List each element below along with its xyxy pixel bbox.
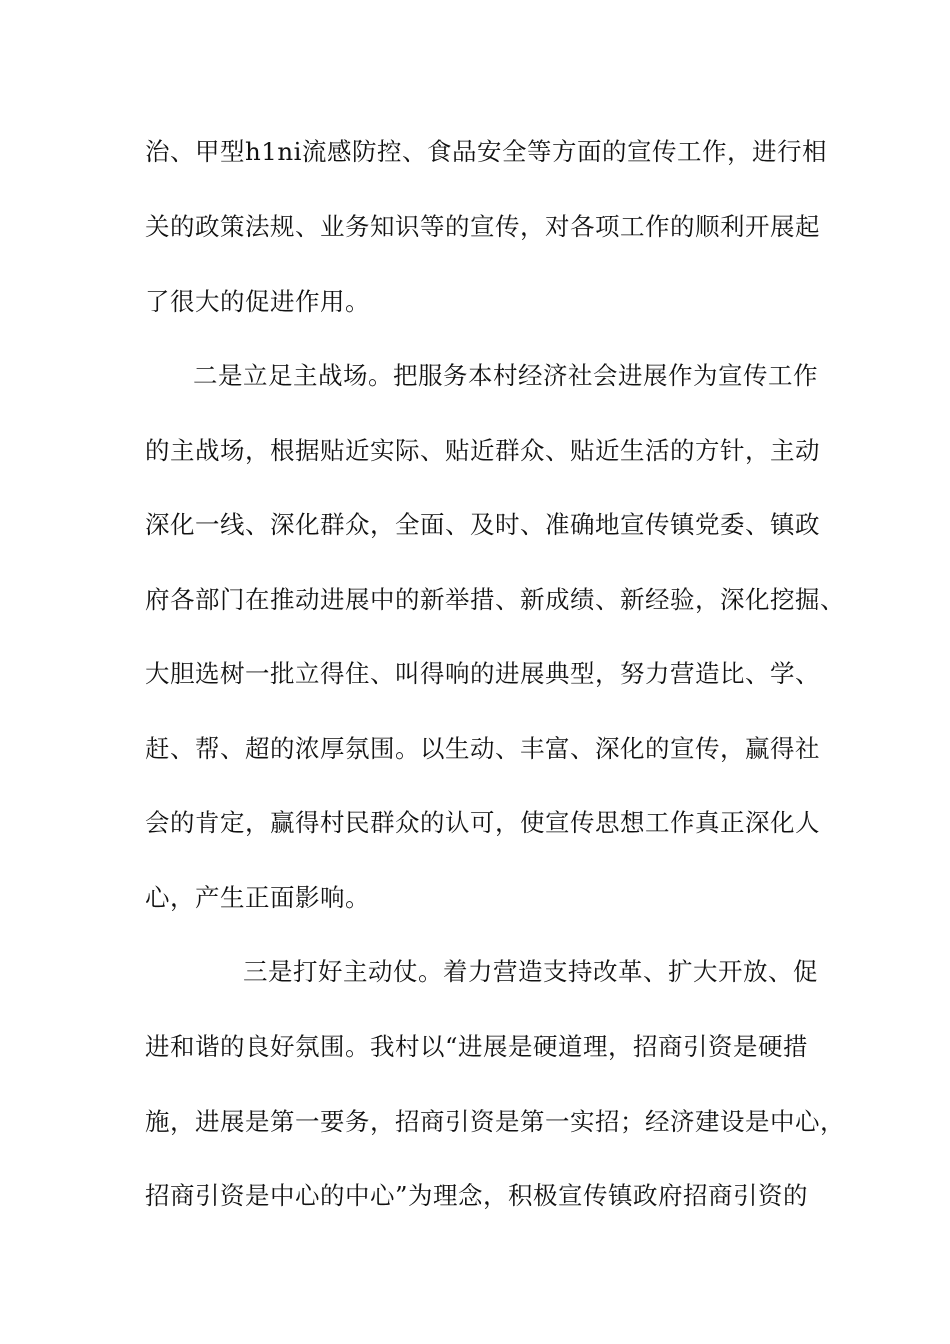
text-line: 治、甲型h1ni流感防控、食品安全等方面的宣传工作，进行相 xyxy=(145,137,827,166)
text-line: 施，进展是第一要务，招商引资是第一实招；经济建设是中心， xyxy=(145,1107,845,1136)
text-line: 府各部门在推动进展中的新举措、新成绩、新经验，深化挖掘、 xyxy=(145,585,845,614)
text-line: 深化一线、深化群众，全面、及时、准确地宣传镇党委、镇政 xyxy=(145,510,820,539)
text-line: 进和谐的良好氛围。我村以“进展是硬道理，招商引资是硬措 xyxy=(145,1032,809,1061)
text-line: 招商引资是中心的中心”为理念，积极宣传镇政府招商引资的 xyxy=(145,1181,809,1210)
text-line: 关的政策法规、业务知识等的宣传，对各项工作的顺利开展起 xyxy=(145,212,820,241)
text-line: 了很大的促进作用。 xyxy=(145,287,370,316)
text-line: 三是打好主动仗。着力营造支持改革、扩大开放、促 xyxy=(243,957,818,986)
text-line: 的主战场，根据贴近实际、贴近群众、贴近生活的方针，主动 xyxy=(145,436,820,465)
text-line: 大胆选树一批立得住、叫得响的进展典型，努力营造比、学、 xyxy=(145,659,820,688)
text-line: 会的肯定，赢得村民群众的认可，使宣传思想工作真正深化人 xyxy=(145,808,820,837)
text-line: 心，产生正面影响。 xyxy=(145,883,370,912)
text-line: 二是立足主战场。把服务本村经济社会进展作为宣传工作 xyxy=(193,361,818,390)
text-line: 赶、帮、超的浓厚氛围。以生动、丰富、深化的宣传，赢得社 xyxy=(145,734,820,763)
